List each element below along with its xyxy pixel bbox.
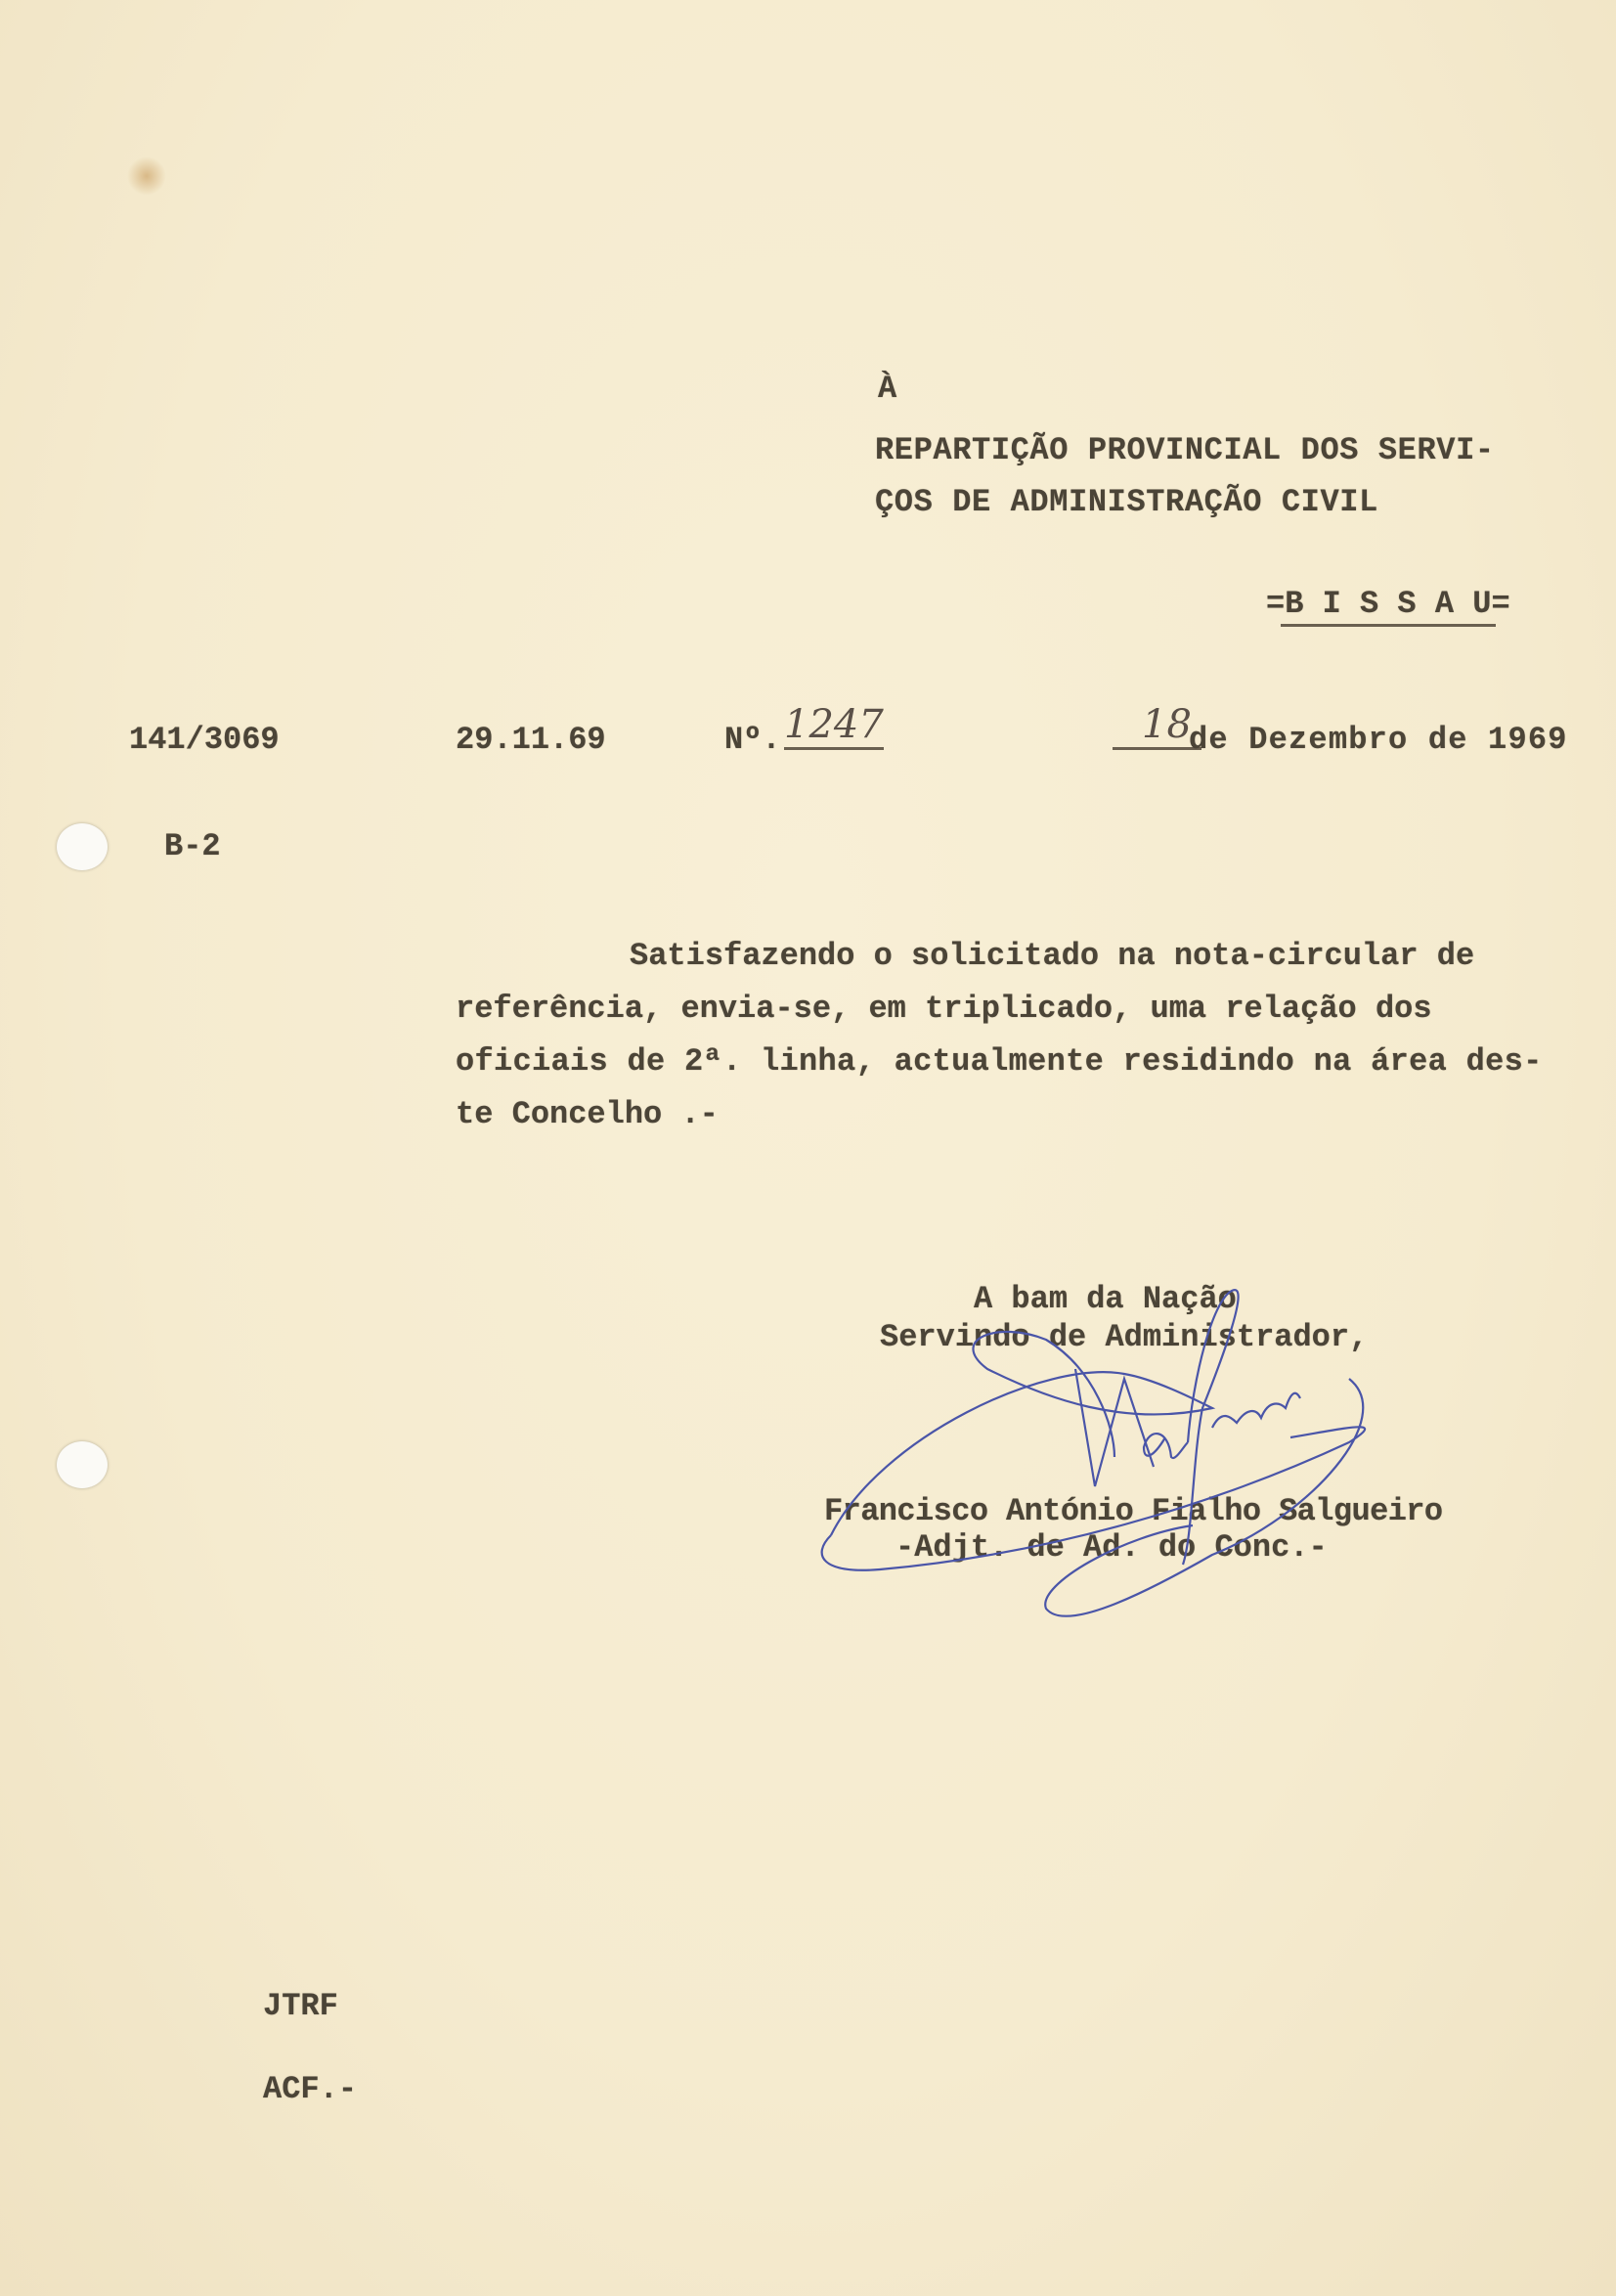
typist-initials: ACF.-: [263, 2071, 358, 2107]
city-underline: [1281, 624, 1496, 627]
reference-date: 29.11.69: [456, 722, 606, 758]
signatory-title: -Adjt. de Ad. do Conc.-: [895, 1529, 1328, 1566]
recipient-line-2: ÇOS DE ADMINISTRAÇÃO CIVIL: [875, 484, 1378, 520]
number-label: Nº.: [724, 722, 781, 758]
handwritten-signature: [802, 1261, 1506, 1633]
reference-number: 141/3069: [129, 722, 280, 758]
paper-stain: [127, 156, 166, 196]
punch-hole: [57, 1441, 108, 1488]
letter-date: de Dezembro de 1969: [1189, 722, 1568, 758]
file-code: B-2: [164, 828, 221, 864]
closing-role: Servindo de Administrador,: [880, 1319, 1369, 1355]
signatory-name: Francisco António Fialho Salgueiro: [824, 1493, 1443, 1529]
handwritten-day: 18: [1113, 702, 1201, 750]
body-line: oficiais de 2ª. linha, actualmente residindo na área des-: [456, 1043, 1543, 1080]
body-line: te Concelho .-: [456, 1096, 719, 1132]
recipient-prefix: À: [878, 371, 897, 407]
punch-hole: [57, 823, 108, 870]
recipient-city: =B I S S A U=: [1266, 586, 1510, 622]
body-line: referência, envia-se, em triplicado, uma relação dos: [456, 991, 1432, 1027]
recipient-line-1: REPARTIÇÃO PROVINCIAL DOS SERVI-: [875, 432, 1495, 468]
typist-initials: JTRF: [263, 1988, 338, 2024]
handwritten-number: 1247: [784, 702, 884, 750]
closing-salutation: A bam da Nação: [974, 1281, 1237, 1317]
body-line: Satisfazendo o solicitado na nota-circular de: [630, 938, 1475, 974]
